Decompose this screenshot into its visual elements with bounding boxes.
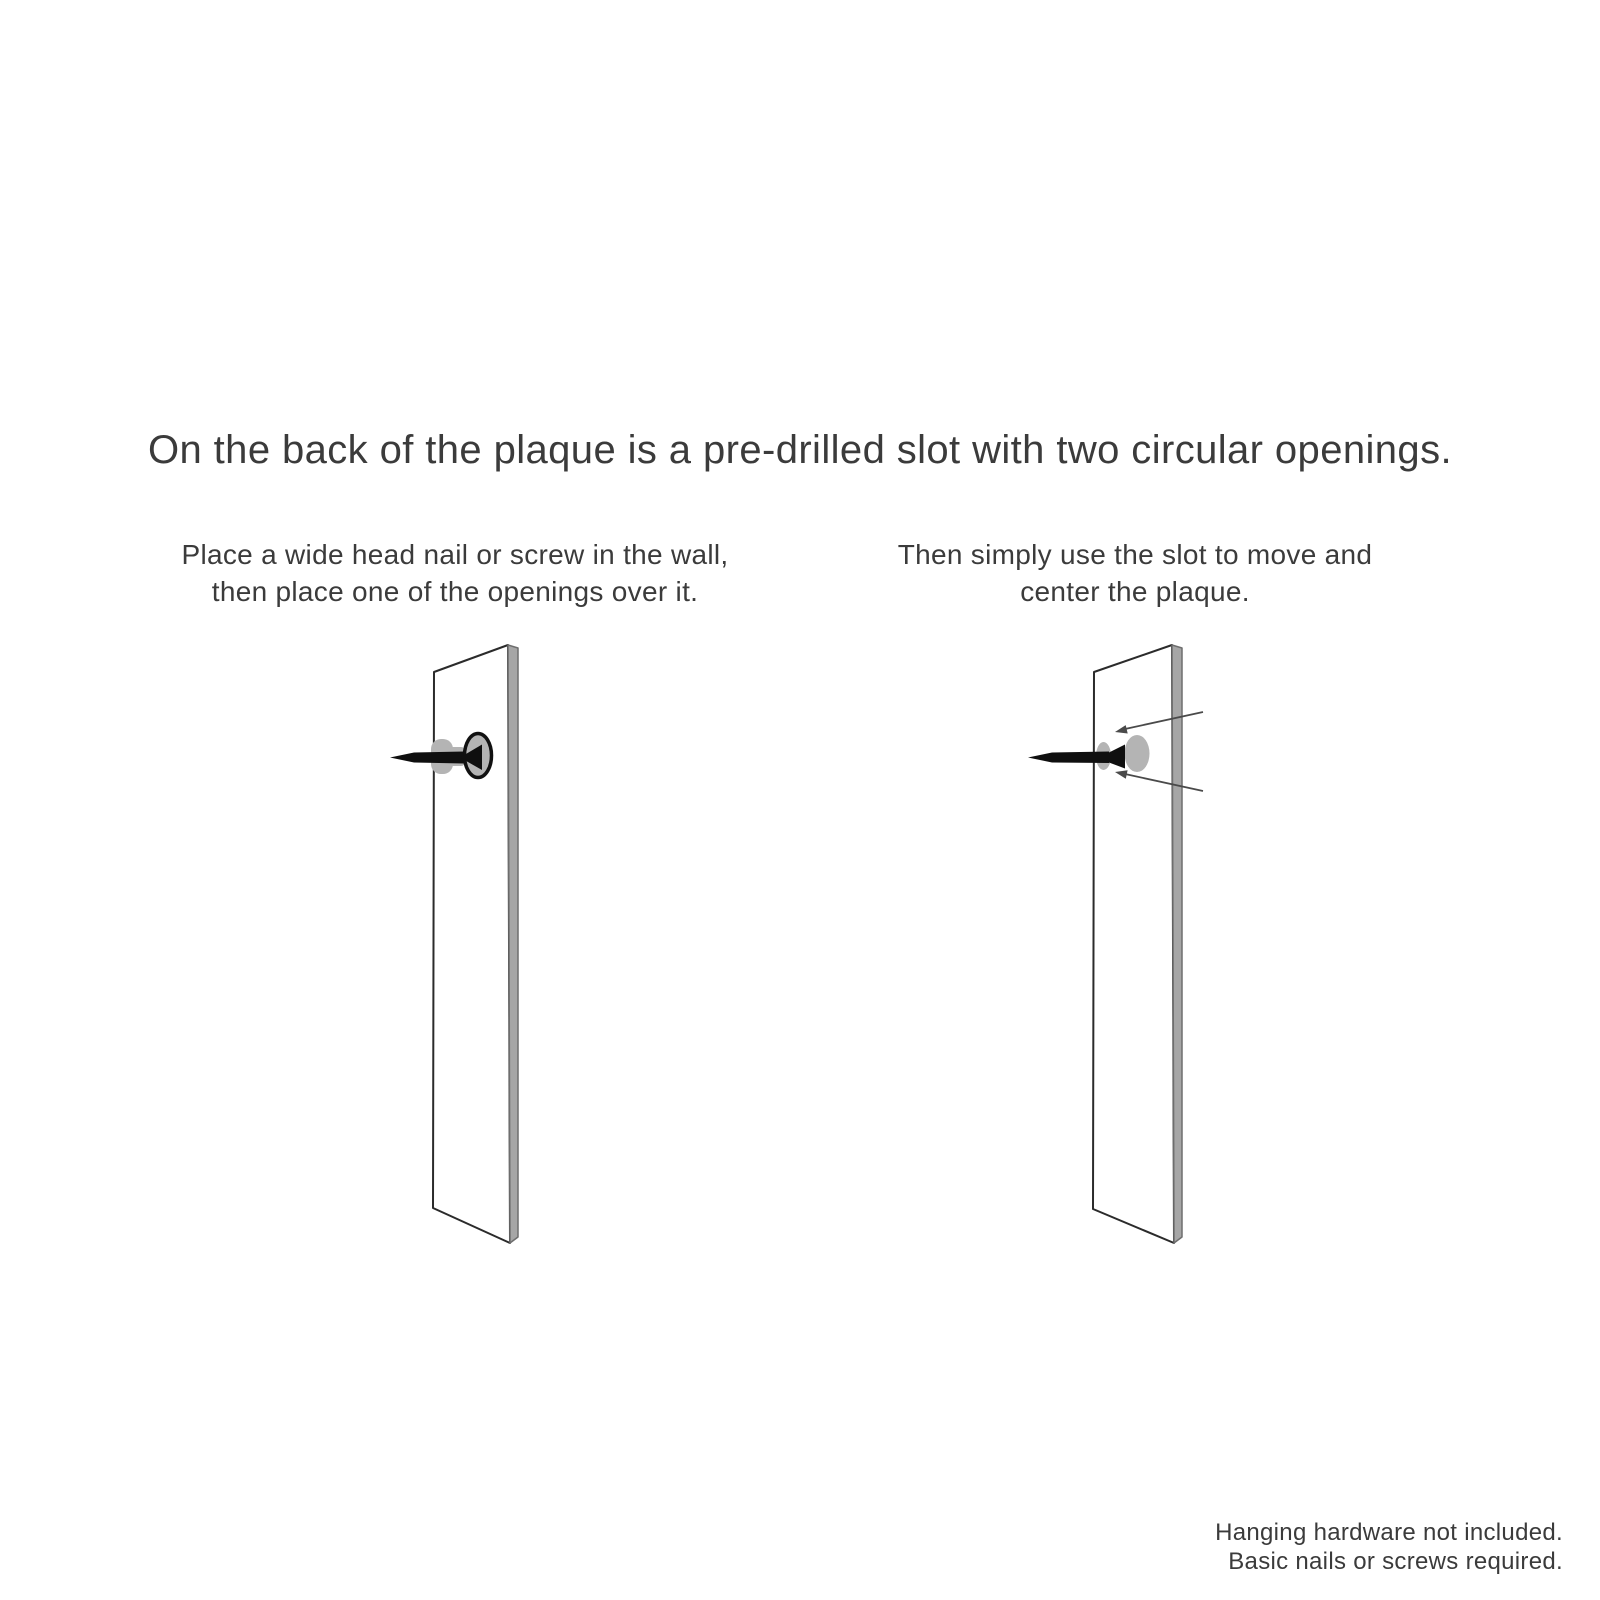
plaque-edge (508, 645, 518, 1243)
step-caption-right-line2: center the plaque. (1020, 576, 1250, 607)
plaque-panel (1093, 645, 1174, 1243)
nail-head-icon (1125, 735, 1150, 772)
hardware-note-line2: Basic nails or screws required. (1228, 1548, 1563, 1575)
step-caption-left-line2: then place one of the openings over it. (211, 576, 699, 607)
step-caption-left-line1: Place a wide head nail or screw in the wall, (181, 539, 729, 570)
plaque-edge (1172, 645, 1182, 1243)
hardware-note-line1: Hanging hardware not included. (1215, 1519, 1563, 1546)
page-title: On the back of the plaque is a pre-drilled slot with two circular openings. (147, 428, 1452, 472)
step-caption-left (145, 536, 765, 610)
hardware-note (963, 1518, 1563, 1576)
step-caption-right (825, 536, 1445, 610)
step-caption-right-line1: Then simply use the slot to move and (897, 539, 1373, 570)
plaque-slot-centering-illustration (1010, 610, 1220, 1270)
plaque-nail-opening-illustration (370, 610, 540, 1270)
